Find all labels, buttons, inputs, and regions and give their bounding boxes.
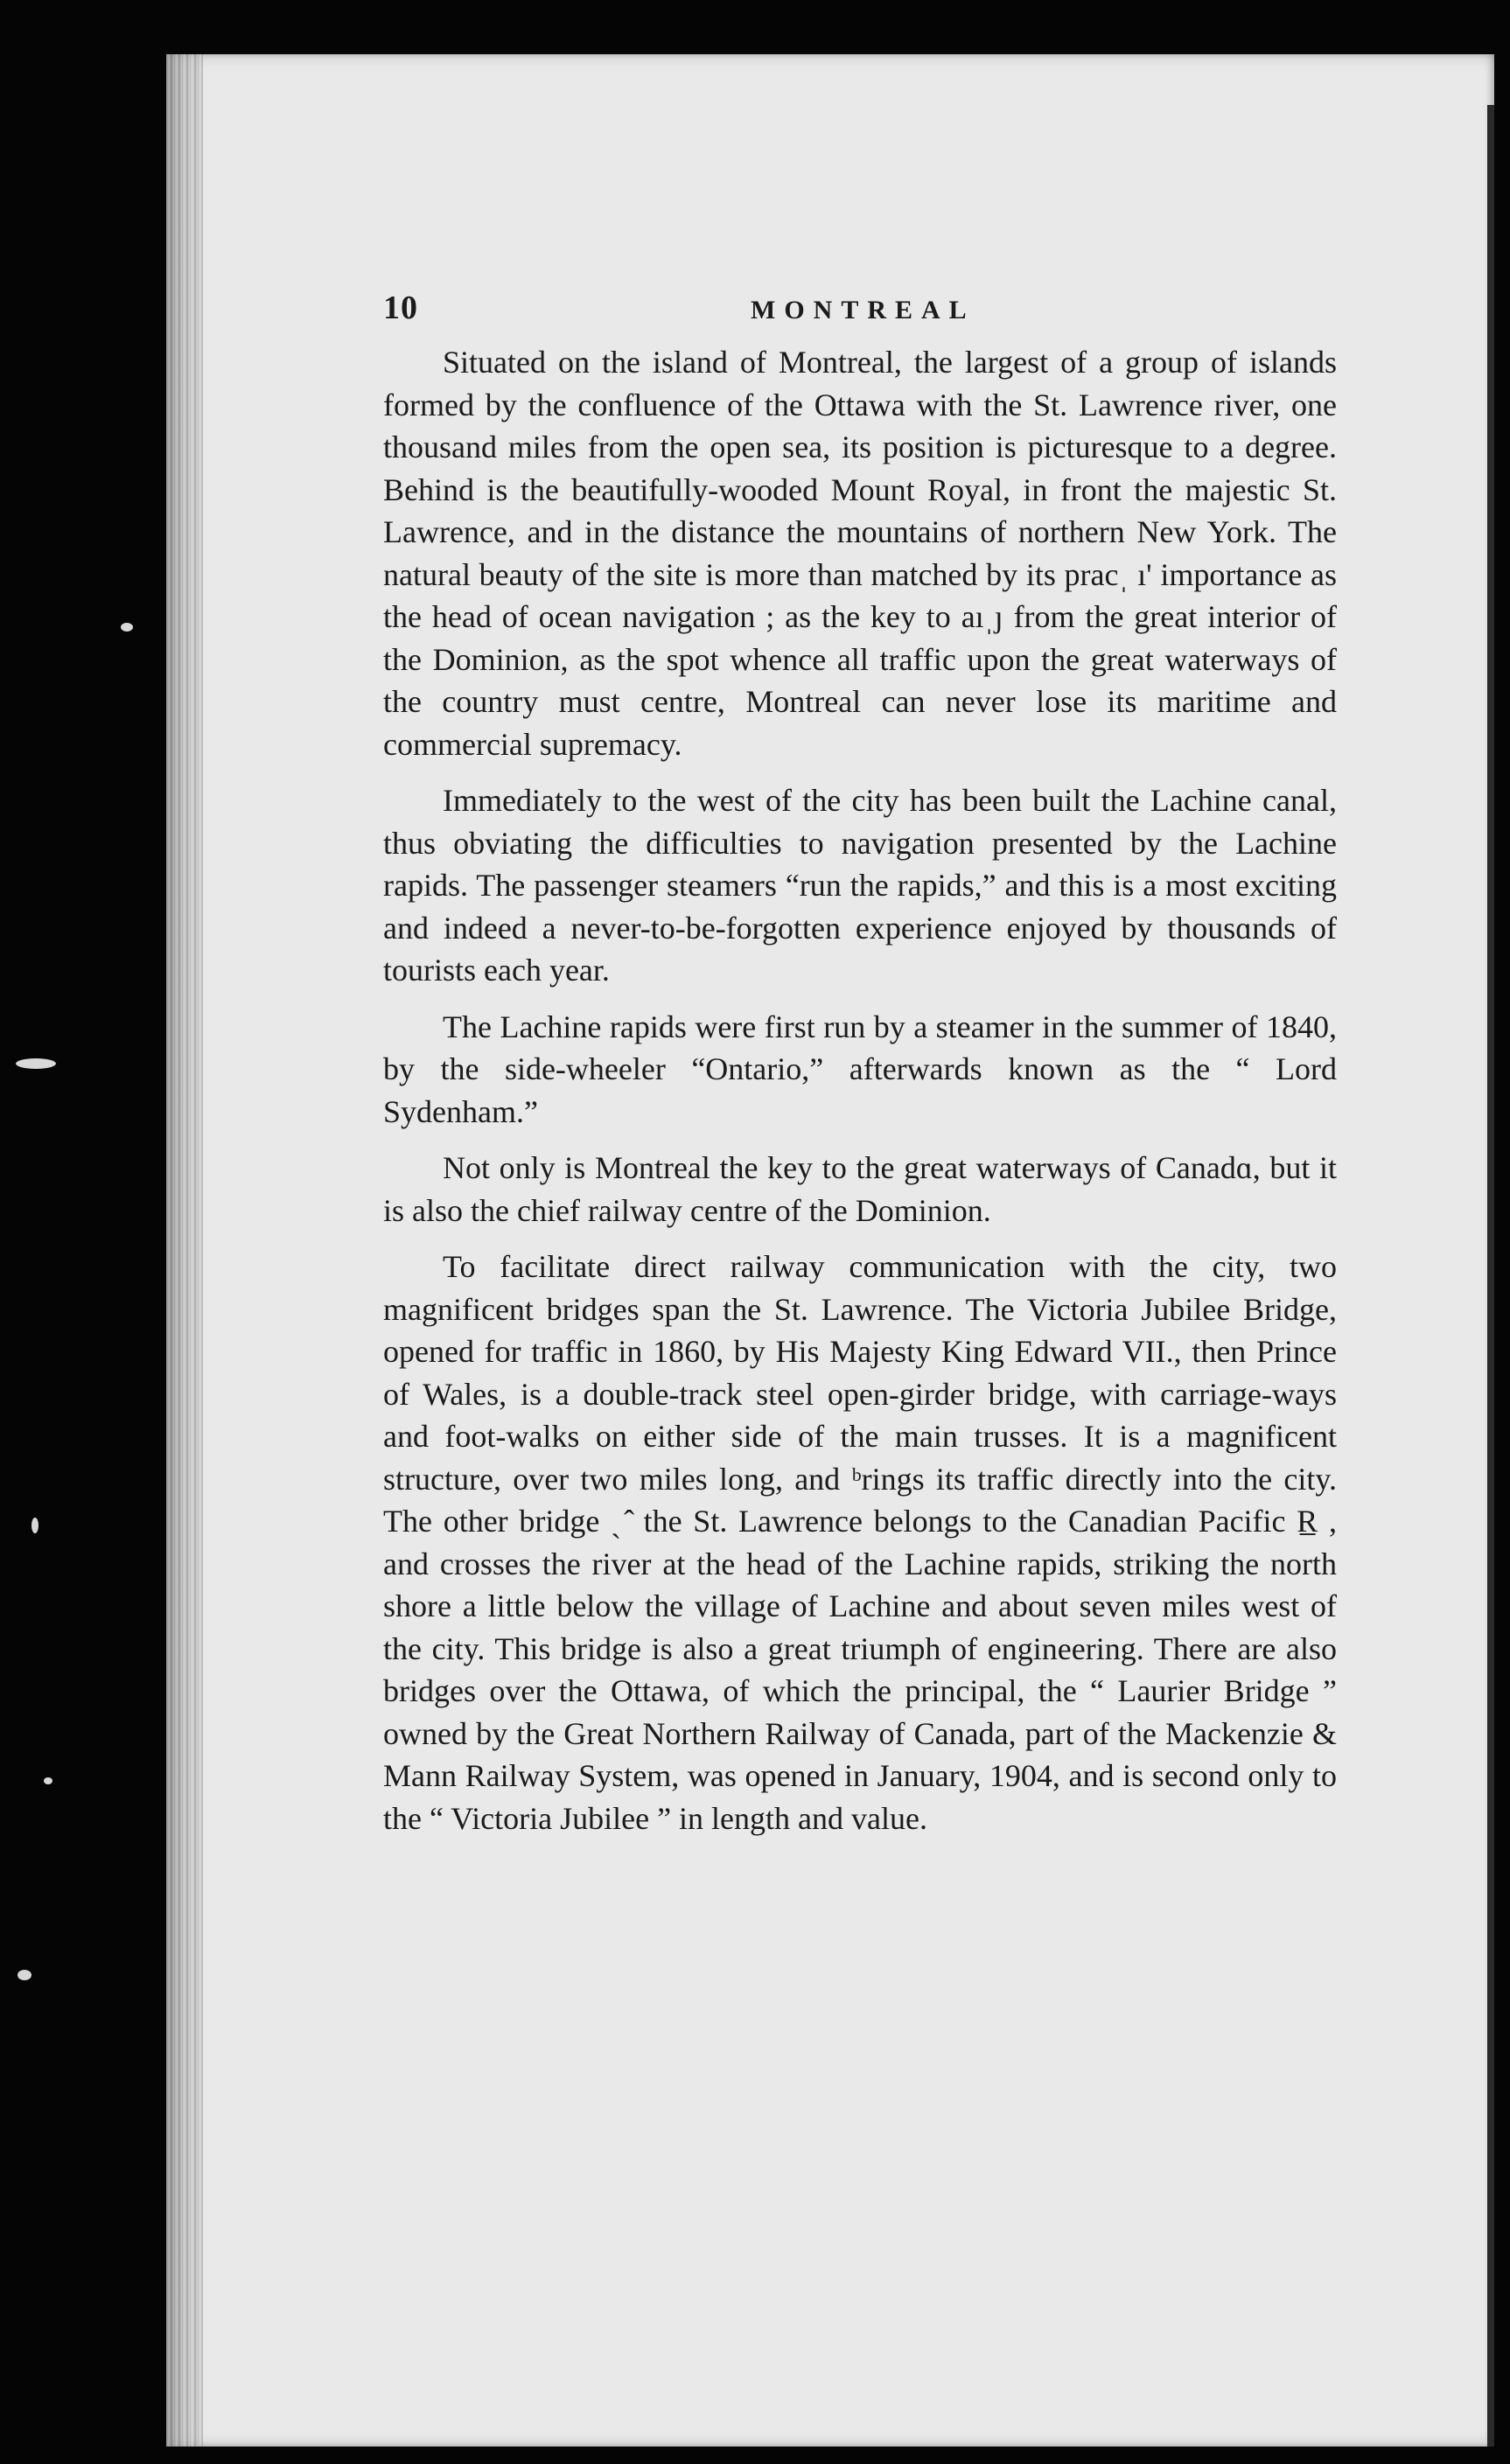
- page-text-block: [383, 289, 1337, 1853]
- margin-speck: [31, 1518, 38, 1533]
- margin-speck: [17, 1970, 31, 1980]
- margin-speck: [44, 1777, 52, 1784]
- margin-speck: [16, 1058, 56, 1069]
- page-number: 10: [383, 290, 418, 326]
- book-binding-gutter: [166, 54, 203, 2447]
- margin-speck: [121, 623, 133, 632]
- page-right-edge: [1487, 105, 1494, 2447]
- paragraph: Immediately to the west of the city has been built the Lachine canal, thus obviating the difficulties to navigation presented by the Lachine rapids. The passenger steamers “run the rapids,” and this is a most exciting and indeed a never-to-be-forgotten experience enjoyed by thousɑnds of tourists each year.: [383, 783, 1337, 988]
- paragraph: The Lachine rapids were first run by a steamer in the summer of 1840, by the side-wheeler “Ontario,” afterwards known as the “ Lord Sydenham.”: [383, 1009, 1337, 1129]
- paragraph: Not only is Montreal the key to the great waterways of Canadɑ, but it is also the chief railway centre of the Dominion.: [383, 1150, 1337, 1228]
- running-head: MONTREAL: [751, 296, 975, 325]
- paragraph: Situated on the island of Montreal, the largest of a group of islands formed by the confluence of the Ottawa with the St. Lawrence river, one thousand miles from the open sea, its position is picturesque to a degree. Behind is the beautifully-wooded Mount Royal, in front the majestic St. Lawrence, and in the distance the mountains of northern New York. The natural beauty of the site is more than matched by its pracˌ ı' importance as the head of ocean navigation ; as the key to aıˌȷ from the great interior of the Dominion, as the spot whence all traffic upon the great waterways of the country must centre, Montreal can never lose its maritime and commercial supremacy.: [383, 345, 1337, 762]
- paragraph: To facilitate direct railway communication with the city, two magnificent bridges span the St. Lawrence. The Victoria Jubilee Bridge, opened for traffic in 1860, by His Majesty King Edward VII., then Prince of Wales, is a double-track steel open-girder bridge, with carriage-ways and foot-walks on either side of the main trusses. It is a magnificent structure, over two miles long, and ᵇrings its traffic directly into the city. The other bridge ˎ ̂ the St. Lawrence belongs to the Canadian Pacific R̲ , and crosses the river at the head of the Lachine rapids, striking the north shore a little below the village of Lachine and about seven miles west of the city. This bridge is also a great triumph of engineering. There are also bridges over the Ottawa, of which the principal, the “ Laurier Bridge ” owned by the Great Northern Railway of Canada, part of the Mackenzie & Mann Railway System, was opened in January, 1904, and is second only to the “ Victoria Jubilee ” in length and value.: [383, 1249, 1337, 1836]
- page-header: [383, 289, 1337, 341]
